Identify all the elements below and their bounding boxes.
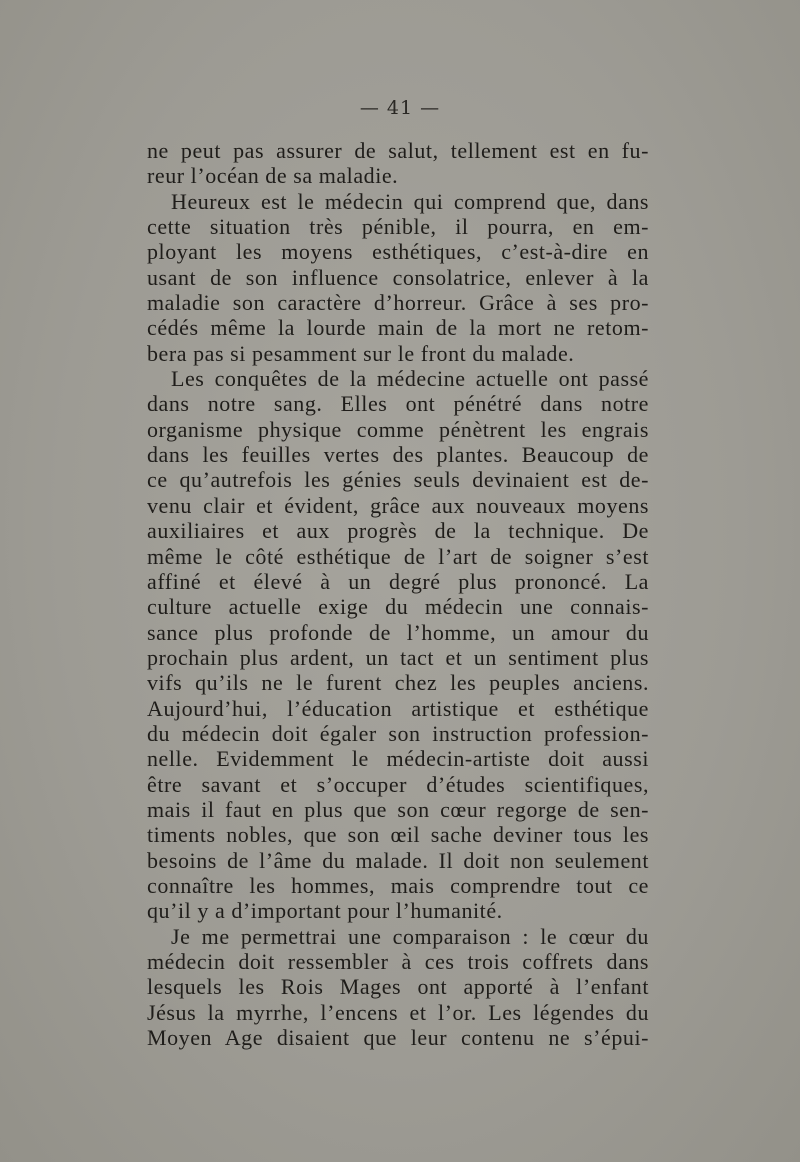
text-line: être savant et s’occuper d’études scientifiques, bbox=[147, 771, 649, 797]
text-line: ce qu’autrefois les génies seuls devinaient est de- bbox=[147, 467, 649, 493]
text-line: reur l’océan de sa maladie. bbox=[147, 163, 399, 189]
text-line: affiné et élevé à un degré plus prononcé. La bbox=[147, 568, 649, 594]
text-line: Moyen Age disaient que leur contenu ne s’épui- bbox=[147, 1025, 649, 1051]
text-line: usant de son influence consolatrice, enlever à la bbox=[147, 264, 649, 290]
text-line: organisme physique comme pénètrent les engrais bbox=[147, 416, 649, 442]
text-line: timents nobles, que son œil sache deviner tous les bbox=[147, 822, 649, 848]
text-line: venu clair et évident, grâce aux nouveaux moyens bbox=[147, 492, 649, 518]
text-line: auxiliaires et aux progrès de la technique. De bbox=[147, 518, 649, 544]
text-line: connaître les hommes, mais comprendre tout ce bbox=[147, 872, 649, 898]
text-line: Jésus la myrrhe, l’encens et l’or. Les légendes du bbox=[147, 999, 649, 1025]
text-line: nelle. Evidemment le médecin-artiste doit aussi bbox=[147, 746, 649, 772]
page-number: — 41 — bbox=[359, 97, 441, 119]
text-line: cette situation très pénible, il pourra, en em- bbox=[147, 214, 649, 240]
text-line: Aujourd’hui, l’éducation artistique et esthétique bbox=[147, 695, 649, 721]
text-line: qu’il y a d’important pour l’humanité. bbox=[147, 898, 503, 924]
text-line: ployant les moyens esthétiques, c’est-à-dire en bbox=[147, 239, 649, 265]
text-line: dans notre sang. Elles ont pénétré dans notre bbox=[147, 391, 649, 417]
text-line: sance plus profonde de l’homme, un amour du bbox=[147, 619, 649, 645]
text-line: du médecin doit égaler son instruction profession- bbox=[147, 720, 649, 746]
text-line: lesquels les Rois Mages ont apporté à l’enfant bbox=[147, 974, 649, 1000]
text-line: vifs qu’ils ne le furent chez les peuples anciens. bbox=[147, 670, 649, 696]
text-line: mais il faut en plus que son cœur regorge de sen- bbox=[147, 796, 649, 822]
text-line: médecin doit ressembler à ces trois coffrets dans bbox=[147, 949, 649, 974]
body-text bbox=[147, 138, 649, 1050]
text-line: Les conquêtes de la médecine actuelle ont passé bbox=[171, 366, 649, 392]
text-line: besoins de l’âme du malade. Il doit non seulement bbox=[147, 847, 649, 873]
text-line: ne peut pas assurer de salut, tellement est en fu- bbox=[147, 138, 649, 163]
text-line: maladie son caractère d’horreur. Grâce à ses pro- bbox=[147, 290, 649, 316]
text-line: Heureux est le médecin qui comprend que, dans bbox=[171, 188, 649, 214]
text-line: culture actuelle exige du médecin une connais- bbox=[147, 594, 649, 620]
text-line: prochain plus ardent, un tact et un sentiment plus bbox=[147, 644, 649, 670]
text-line: cédés même la lourde main de la mort ne retom- bbox=[147, 315, 649, 341]
text-line: bera pas si pesamment sur le front du malade. bbox=[147, 340, 575, 366]
text-line: Je me permettrai une comparaison : le cœur du bbox=[171, 923, 649, 949]
text-line: dans les feuilles vertes des plantes. Beaucoup de bbox=[147, 442, 649, 468]
text-line: même le côté esthétique de l’art de soigner s’est bbox=[147, 543, 649, 569]
